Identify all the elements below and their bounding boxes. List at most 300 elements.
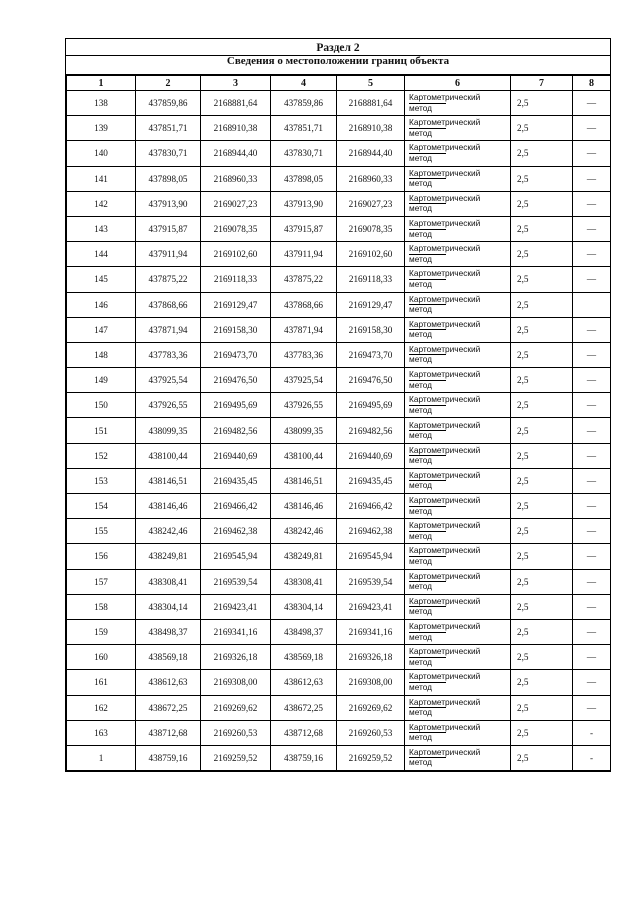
accuracy-cell: 2,5	[511, 267, 573, 292]
y-coordinate-cell: 2169466,42	[201, 494, 271, 519]
method-cell	[405, 267, 511, 292]
x-coordinate-cell: 437915,87	[136, 216, 201, 241]
method-line-1: Картометрический	[409, 268, 481, 279]
accuracy-cell: 2,5	[511, 91, 573, 116]
table-row	[67, 619, 611, 644]
method-line-1: Картометрический	[409, 369, 481, 380]
method-line-2: метод	[409, 455, 446, 466]
method-line-2: метод	[409, 229, 446, 240]
y-coordinate-cell: 2169118,33	[337, 267, 405, 292]
y-coordinate-cell: 2169423,41	[337, 594, 405, 619]
column-header: 7	[511, 76, 573, 91]
table-row	[67, 91, 611, 116]
table-row	[67, 494, 611, 519]
method-line-2: метод	[409, 354, 446, 365]
y-coordinate-cell: 2169462,38	[201, 519, 271, 544]
method-line-2: метод	[409, 632, 446, 643]
y-coordinate-cell: 2168881,64	[337, 91, 405, 116]
column-header: 1	[67, 76, 136, 91]
x-coordinate-cell: 437851,71	[271, 116, 337, 141]
note-cell: —	[573, 468, 611, 493]
point-number-cell: 163	[67, 720, 136, 745]
x-coordinate-cell: 438099,35	[136, 418, 201, 443]
method-line-2: метод	[409, 430, 446, 441]
note-cell: —	[573, 645, 611, 670]
table-row	[67, 745, 611, 770]
y-coordinate-cell: 2168881,64	[201, 91, 271, 116]
table-row	[67, 443, 611, 468]
point-number-cell: 147	[67, 317, 136, 342]
accuracy-cell: 2,5	[511, 695, 573, 720]
y-coordinate-cell: 2169476,50	[337, 368, 405, 393]
x-coordinate-cell: 437851,71	[136, 116, 201, 141]
y-coordinate-cell: 2169545,94	[337, 544, 405, 569]
x-coordinate-cell: 437783,36	[136, 342, 201, 367]
x-coordinate-cell: 437925,54	[136, 368, 201, 393]
method-line-2: метод	[409, 380, 446, 391]
y-coordinate-cell: 2168960,33	[337, 166, 405, 191]
accuracy-cell: 2,5	[511, 393, 573, 418]
note-cell: -	[573, 720, 611, 745]
method-line-2: метод	[409, 103, 446, 114]
x-coordinate-cell: 438612,63	[271, 670, 337, 695]
method-line-2: метод	[409, 128, 446, 139]
x-coordinate-cell: 437898,05	[136, 166, 201, 191]
x-coordinate-cell: 437871,94	[136, 317, 201, 342]
y-coordinate-cell: 2169466,42	[337, 494, 405, 519]
method-line-1: Картометрический	[409, 696, 481, 707]
point-number-cell: 151	[67, 418, 136, 443]
point-number-cell: 148	[67, 342, 136, 367]
method-cell	[405, 645, 511, 670]
method-cell	[405, 468, 511, 493]
x-coordinate-cell: 438759,16	[271, 745, 337, 770]
table-row	[67, 317, 611, 342]
accuracy-cell: 2,5	[511, 519, 573, 544]
method-line-2: метод	[409, 606, 446, 617]
accuracy-cell: 2,5	[511, 670, 573, 695]
x-coordinate-cell: 438242,46	[271, 519, 337, 544]
section-title: Раздел 2	[316, 42, 360, 54]
x-coordinate-cell: 438308,41	[271, 569, 337, 594]
point-number-cell: 157	[67, 569, 136, 594]
y-coordinate-cell: 2169129,47	[201, 292, 271, 317]
y-coordinate-cell: 2169545,94	[201, 544, 271, 569]
method-line-1: Картометрический	[409, 167, 481, 178]
note-cell: —	[573, 619, 611, 644]
boundary-points-table	[66, 75, 611, 771]
x-coordinate-cell: 437913,90	[136, 191, 201, 216]
method-line-1: Картометрический	[409, 394, 481, 405]
accuracy-cell: 2,5	[511, 720, 573, 745]
x-coordinate-cell: 438308,41	[136, 569, 201, 594]
x-coordinate-cell: 437868,66	[136, 292, 201, 317]
accuracy-cell: 2,5	[511, 594, 573, 619]
point-number-cell: 149	[67, 368, 136, 393]
method-line-1: Картометрический	[409, 192, 481, 203]
x-coordinate-cell: 438712,68	[271, 720, 337, 745]
method-line-1: Картометрический	[409, 646, 481, 657]
y-coordinate-cell: 2169260,53	[201, 720, 271, 745]
table-row	[67, 393, 611, 418]
y-coordinate-cell: 2169482,56	[201, 418, 271, 443]
accuracy-cell: 2,5	[511, 569, 573, 594]
note-cell: —	[573, 166, 611, 191]
method-line-1: Картометрический	[409, 343, 481, 354]
method-line-1: Картометрический	[409, 293, 481, 304]
x-coordinate-cell: 438146,51	[136, 468, 201, 493]
note-cell: —	[573, 141, 611, 166]
y-coordinate-cell: 2168960,33	[201, 166, 271, 191]
method-line-1: Картометрический	[409, 318, 481, 329]
method-cell	[405, 670, 511, 695]
accuracy-cell: 2,5	[511, 443, 573, 468]
x-coordinate-cell: 438304,14	[136, 594, 201, 619]
column-header: 4	[271, 76, 337, 91]
document-frame	[65, 38, 611, 772]
x-coordinate-cell: 437783,36	[271, 342, 337, 367]
method-line-2: метод	[409, 203, 446, 214]
method-line-1: Картометрический	[409, 469, 481, 480]
method-line-2: метод	[409, 657, 446, 668]
point-number-cell: 161	[67, 670, 136, 695]
x-coordinate-cell: 438569,18	[136, 645, 201, 670]
method-cell	[405, 91, 511, 116]
point-number-cell: 143	[67, 216, 136, 241]
method-line-1: Картометрический	[409, 92, 481, 103]
method-cell	[405, 418, 511, 443]
y-coordinate-cell: 2169473,70	[337, 342, 405, 367]
point-number-cell: 154	[67, 494, 136, 519]
y-coordinate-cell: 2169078,35	[201, 216, 271, 241]
method-cell	[405, 292, 511, 317]
x-coordinate-cell: 438498,37	[271, 619, 337, 644]
y-coordinate-cell: 2169269,62	[201, 695, 271, 720]
method-line-2: метод	[409, 682, 446, 693]
y-coordinate-cell: 2169539,54	[201, 569, 271, 594]
y-coordinate-cell: 2169259,52	[337, 745, 405, 770]
x-coordinate-cell: 438712,68	[136, 720, 201, 745]
y-coordinate-cell: 2169539,54	[337, 569, 405, 594]
method-line-2: метод	[409, 153, 446, 164]
method-cell	[405, 494, 511, 519]
method-cell	[405, 368, 511, 393]
x-coordinate-cell: 437915,87	[271, 216, 337, 241]
y-coordinate-cell: 2169078,35	[337, 216, 405, 241]
method-line-2: метод	[409, 531, 446, 542]
y-coordinate-cell: 2169308,00	[201, 670, 271, 695]
point-number-cell: 162	[67, 695, 136, 720]
method-cell	[405, 443, 511, 468]
x-coordinate-cell: 438100,44	[136, 443, 201, 468]
table-row	[67, 141, 611, 166]
x-coordinate-cell: 438146,46	[271, 494, 337, 519]
method-line-2: метод	[409, 279, 446, 290]
section-subtitle: Сведения о местоположении границ объекта	[226, 55, 450, 67]
note-cell: -	[573, 745, 611, 770]
y-coordinate-cell: 2169027,23	[201, 191, 271, 216]
point-number-cell: 158	[67, 594, 136, 619]
method-line-2: метод	[409, 707, 446, 718]
x-coordinate-cell: 437830,71	[271, 141, 337, 166]
y-coordinate-cell: 2169495,69	[201, 393, 271, 418]
x-coordinate-cell: 437898,05	[271, 166, 337, 191]
y-coordinate-cell: 2169435,45	[201, 468, 271, 493]
y-coordinate-cell: 2168910,38	[201, 116, 271, 141]
x-coordinate-cell: 438569,18	[271, 645, 337, 670]
note-cell: —	[573, 368, 611, 393]
y-coordinate-cell: 2169269,62	[337, 695, 405, 720]
method-line-1: Картометрический	[409, 495, 481, 506]
method-line-2: метод	[409, 480, 446, 491]
method-cell	[405, 342, 511, 367]
point-number-cell: 159	[67, 619, 136, 644]
table-row	[67, 645, 611, 670]
method-cell	[405, 242, 511, 267]
table-row	[67, 292, 611, 317]
table-header-row	[67, 76, 611, 91]
point-number-cell: 141	[67, 166, 136, 191]
y-coordinate-cell: 2169102,60	[337, 242, 405, 267]
method-cell	[405, 191, 511, 216]
x-coordinate-cell: 438672,25	[271, 695, 337, 720]
x-coordinate-cell: 438249,81	[271, 544, 337, 569]
method-line-1: Картометрический	[409, 621, 481, 632]
table-row	[67, 116, 611, 141]
note-cell: —	[573, 519, 611, 544]
table-row	[67, 342, 611, 367]
note-cell: —	[573, 216, 611, 241]
method-line-1: Картометрический	[409, 419, 481, 430]
method-line-1: Картометрический	[409, 218, 481, 229]
x-coordinate-cell: 437859,86	[271, 91, 337, 116]
accuracy-cell: 2,5	[511, 494, 573, 519]
note-cell: —	[573, 342, 611, 367]
method-line-1: Картометрический	[409, 671, 481, 682]
method-line-1: Картометрический	[409, 444, 481, 455]
x-coordinate-cell: 437875,22	[136, 267, 201, 292]
x-coordinate-cell: 438672,25	[136, 695, 201, 720]
method-line-1: Картометрический	[409, 746, 481, 757]
accuracy-cell: 2,5	[511, 418, 573, 443]
table-row	[67, 695, 611, 720]
accuracy-cell: 2,5	[511, 317, 573, 342]
table-row	[67, 267, 611, 292]
y-coordinate-cell: 2169158,30	[201, 317, 271, 342]
table-row	[67, 569, 611, 594]
accuracy-cell: 2,5	[511, 745, 573, 770]
note-cell: —	[573, 418, 611, 443]
x-coordinate-cell: 438249,81	[136, 544, 201, 569]
method-cell	[405, 619, 511, 644]
x-coordinate-cell: 438304,14	[271, 594, 337, 619]
x-coordinate-cell: 438146,51	[271, 468, 337, 493]
y-coordinate-cell: 2169129,47	[337, 292, 405, 317]
table-row	[67, 166, 611, 191]
point-number-cell: 152	[67, 443, 136, 468]
note-cell: —	[573, 594, 611, 619]
method-line-2: метод	[409, 178, 446, 189]
x-coordinate-cell: 437926,55	[136, 393, 201, 418]
table-row	[67, 368, 611, 393]
point-number-cell: 156	[67, 544, 136, 569]
point-number-cell: 146	[67, 292, 136, 317]
method-line-1: Картометрический	[409, 595, 481, 606]
x-coordinate-cell: 437913,90	[271, 191, 337, 216]
method-line-2: метод	[409, 556, 446, 567]
table-row	[67, 544, 611, 569]
note-cell: —	[573, 242, 611, 267]
x-coordinate-cell: 437875,22	[271, 267, 337, 292]
method-cell	[405, 216, 511, 241]
point-number-cell: 1	[67, 745, 136, 770]
table-row	[67, 468, 611, 493]
method-cell	[405, 569, 511, 594]
method-cell	[405, 720, 511, 745]
x-coordinate-cell: 438498,37	[136, 619, 201, 644]
point-number-cell: 153	[67, 468, 136, 493]
y-coordinate-cell: 2169341,16	[201, 619, 271, 644]
x-coordinate-cell: 437859,86	[136, 91, 201, 116]
point-number-cell: 144	[67, 242, 136, 267]
x-coordinate-cell: 438242,46	[136, 519, 201, 544]
method-line-2: метод	[409, 581, 446, 592]
method-cell	[405, 594, 511, 619]
y-coordinate-cell: 2169102,60	[201, 242, 271, 267]
method-cell	[405, 745, 511, 770]
method-line-1: Картометрический	[409, 142, 481, 153]
x-coordinate-cell: 437868,66	[271, 292, 337, 317]
table-row	[67, 418, 611, 443]
method-line-1: Картометрический	[409, 545, 481, 556]
note-cell: —	[573, 91, 611, 116]
accuracy-cell: 2,5	[511, 368, 573, 393]
method-cell	[405, 166, 511, 191]
accuracy-cell: 2,5	[511, 342, 573, 367]
column-header: 2	[136, 76, 201, 91]
point-number-cell: 145	[67, 267, 136, 292]
note-cell: —	[573, 569, 611, 594]
note-cell: —	[573, 191, 611, 216]
point-number-cell: 139	[67, 116, 136, 141]
method-cell	[405, 544, 511, 569]
y-coordinate-cell: 2169440,69	[201, 443, 271, 468]
note-cell: —	[573, 695, 611, 720]
y-coordinate-cell: 2169326,18	[201, 645, 271, 670]
point-number-cell: 150	[67, 393, 136, 418]
y-coordinate-cell: 2169435,45	[337, 468, 405, 493]
accuracy-cell: 2,5	[511, 544, 573, 569]
accuracy-cell: 2,5	[511, 216, 573, 241]
y-coordinate-cell: 2169341,16	[337, 619, 405, 644]
section-header	[66, 39, 610, 75]
method-cell	[405, 695, 511, 720]
y-coordinate-cell: 2169158,30	[337, 317, 405, 342]
y-coordinate-cell: 2169473,70	[201, 342, 271, 367]
method-line-1: Картометрический	[409, 721, 481, 732]
note-cell: —	[573, 670, 611, 695]
method-line-2: метод	[409, 329, 446, 340]
method-line-1: Картометрический	[409, 520, 481, 531]
point-number-cell: 140	[67, 141, 136, 166]
y-coordinate-cell: 2169423,41	[201, 594, 271, 619]
y-coordinate-cell: 2168910,38	[337, 116, 405, 141]
note-cell: —	[573, 393, 611, 418]
method-line-2: метод	[409, 254, 446, 265]
method-line-2: метод	[409, 405, 446, 416]
y-coordinate-cell: 2169495,69	[337, 393, 405, 418]
x-coordinate-cell: 438146,46	[136, 494, 201, 519]
x-coordinate-cell: 437911,94	[271, 242, 337, 267]
x-coordinate-cell: 437830,71	[136, 141, 201, 166]
x-coordinate-cell: 438099,35	[271, 418, 337, 443]
y-coordinate-cell: 2169482,56	[337, 418, 405, 443]
method-line-2: метод	[409, 304, 446, 315]
y-coordinate-cell: 2168944,40	[337, 141, 405, 166]
column-header: 5	[337, 76, 405, 91]
point-number-cell: 138	[67, 91, 136, 116]
table-body	[67, 91, 611, 771]
table-row	[67, 670, 611, 695]
accuracy-cell: 2,5	[511, 468, 573, 493]
y-coordinate-cell: 2169476,50	[201, 368, 271, 393]
method-cell	[405, 141, 511, 166]
accuracy-cell: 2,5	[511, 116, 573, 141]
note-cell: —	[573, 544, 611, 569]
table-row	[67, 242, 611, 267]
y-coordinate-cell: 2169308,00	[337, 670, 405, 695]
x-coordinate-cell: 437871,94	[271, 317, 337, 342]
accuracy-cell: 2,5	[511, 191, 573, 216]
table-row	[67, 594, 611, 619]
y-coordinate-cell: 2169326,18	[337, 645, 405, 670]
y-coordinate-cell: 2169259,52	[201, 745, 271, 770]
x-coordinate-cell: 437926,55	[271, 393, 337, 418]
point-number-cell: 160	[67, 645, 136, 670]
table-row	[67, 720, 611, 745]
y-coordinate-cell: 2169440,69	[337, 443, 405, 468]
method-cell	[405, 519, 511, 544]
method-line-2: метод	[409, 757, 446, 768]
accuracy-cell: 2,5	[511, 166, 573, 191]
note-cell: —	[573, 116, 611, 141]
column-header: 8	[573, 76, 611, 91]
method-cell	[405, 116, 511, 141]
x-coordinate-cell: 438759,16	[136, 745, 201, 770]
method-line-1: Картометрический	[409, 570, 481, 581]
x-coordinate-cell: 438100,44	[271, 443, 337, 468]
column-header: 6	[405, 76, 511, 91]
y-coordinate-cell: 2169118,33	[201, 267, 271, 292]
method-cell	[405, 317, 511, 342]
note-cell: —	[573, 443, 611, 468]
method-cell	[405, 393, 511, 418]
y-coordinate-cell: 2168944,40	[201, 141, 271, 166]
column-header: 3	[201, 76, 271, 91]
x-coordinate-cell: 438612,63	[136, 670, 201, 695]
accuracy-cell: 2,5	[511, 645, 573, 670]
x-coordinate-cell: 437911,94	[136, 242, 201, 267]
method-line-2: метод	[409, 732, 446, 743]
y-coordinate-cell: 2169462,38	[337, 519, 405, 544]
method-line-1: Картометрический	[409, 243, 481, 254]
x-coordinate-cell: 437925,54	[271, 368, 337, 393]
note-cell: —	[573, 317, 611, 342]
point-number-cell: 155	[67, 519, 136, 544]
accuracy-cell: 2,5	[511, 292, 573, 317]
method-line-2: метод	[409, 506, 446, 517]
point-number-cell: 142	[67, 191, 136, 216]
